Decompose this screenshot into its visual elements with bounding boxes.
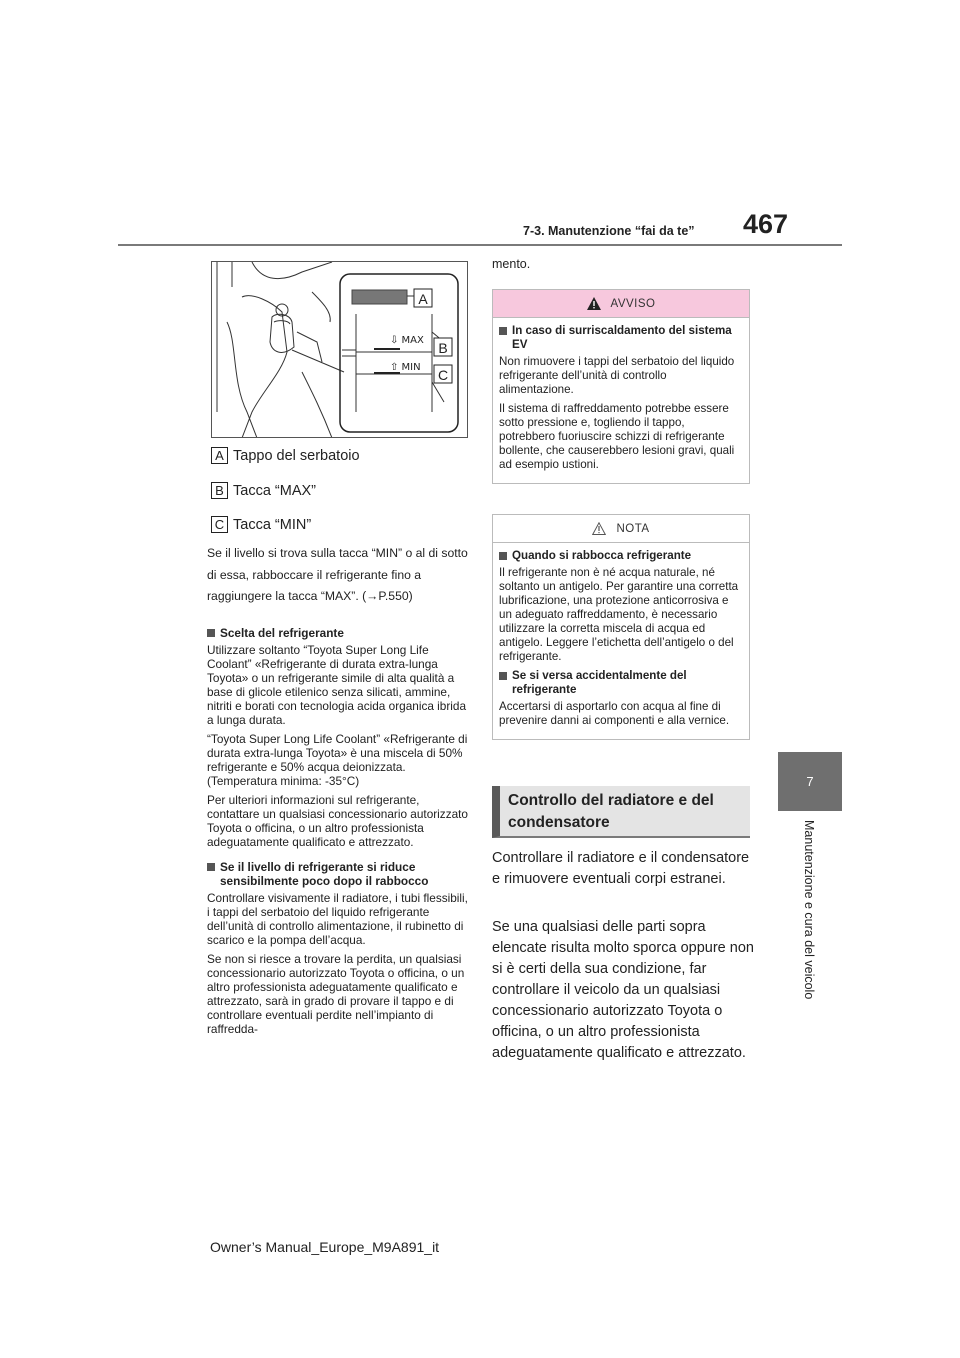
svg-text:A: A xyxy=(418,291,428,307)
bullet-square-icon xyxy=(207,629,215,637)
bullet-square-icon xyxy=(499,672,507,680)
caution-triangle-icon xyxy=(592,522,606,535)
warning-triangle-icon xyxy=(587,297,601,310)
max-mark-label: ⇩ MAX xyxy=(390,335,424,346)
continuation-text: mento. xyxy=(492,257,531,271)
heading-coolant-drop: Se il livello di refrigerante si riduce sensibilmente poco dopo il rabbocco xyxy=(207,860,469,888)
svg-text:B: B xyxy=(438,340,448,356)
intro-paragraph: Se il livello si trova sulla tacca “MIN” o al di sotto di essa, rabboccare il refrigerante fino a raggiungere la tacca “MAX”. (→P.550) xyxy=(207,546,468,603)
legend-item-c xyxy=(211,516,311,533)
legend-item-a xyxy=(211,447,360,464)
legend-item-b xyxy=(211,482,316,499)
callout-b xyxy=(434,338,452,356)
warning-header: AVVISO xyxy=(493,290,749,318)
paragraph: Controllare visivamente il radiatore, i tubi flessibili, i tappi del serbatoio del liquido refrigerante dell’unità di controllo alimentazione, il rubinetto di scarico e la pompa dell’acqua. xyxy=(207,890,468,947)
notice-body xyxy=(493,543,749,739)
paragraph: Accertarsi di asportarlo con acqua al fine di prevenire danni ai componenti e alla vernice. xyxy=(499,700,730,727)
legend-text-c: Tacca “MIN” xyxy=(233,516,312,533)
bullet-square-icon xyxy=(499,552,507,560)
coolant-reservoir-figure xyxy=(211,261,468,438)
svg-text:C: C xyxy=(437,367,449,383)
left-column xyxy=(207,543,469,1041)
engine-bay-illustration xyxy=(212,262,468,438)
paragraph: Il sistema di raffreddamento potrebbe essere sotto pressione e, togliendo il tappo, potrebbero fuoriuscire schizzi di refrigerante bollente, che causerebbero lesioni gravi, quali ad esempio ustioni. xyxy=(499,402,735,471)
label-box-c: C xyxy=(211,516,228,533)
paragraph: “Toyota Super Long Life Coolant” «Refrigerante di durata extra-lunga Toyota» è una miscela di 50% refrigerante e 50% acqua deionizzata. (Temperatura minima: -35°C) xyxy=(207,731,468,788)
header-rule xyxy=(118,244,842,246)
body-paragraph-1: Controllare il radiatore e il condensatore e rimuovere eventuali corpi estranei. xyxy=(492,850,750,887)
callout-c xyxy=(434,365,452,383)
section-header: 7-3. Manutenzione “fai da te” xyxy=(523,224,695,238)
footer-doc-id: Owner’s Manual_Europe_M9A891_it xyxy=(210,1239,440,1255)
label-box-a: A xyxy=(211,447,228,464)
heading-coolant-choice: Scelta del refrigerante xyxy=(207,626,469,640)
body-paragraph-2: Se una qualsiasi delle parti sopra elencate risulta molto sporca oppure non si è certi della sua condizione, far controllare il veicolo da un qualsiasi concessionario autorizzato Toyota o officina, o un altro professionista adeguatamente qualificato e attrezzato. xyxy=(492,919,754,1061)
label-box-b: B xyxy=(211,482,228,499)
callout-a xyxy=(414,289,432,307)
bullet-square-icon xyxy=(207,863,215,871)
chapter-tab: 7 xyxy=(778,752,842,811)
warning-heading: In caso di surriscaldamento del sistema EV xyxy=(499,324,742,352)
warning-body xyxy=(493,318,749,483)
notice-heading-spill: Se si versa accidentalmente del refrigerante xyxy=(499,669,742,697)
notice-header: NOTA xyxy=(493,515,749,543)
paragraph: Utilizzare soltanto “Toyota Super Long Life Coolant” «Refrigerante di durata extra-lunga Toyota» o un refrigerante simile di alta qualità a base di glicole etilenico senza silicati, ammine, nitriti e borati con tecnologia acida organica ibrida a lunga durata. xyxy=(207,642,467,727)
bullet-square-icon xyxy=(499,327,507,335)
paragraph: Per ulteriori informazioni sul refrigerante, contattare un qualsiasi concessionario autorizzato Toyota o officina, o un altro professionista adeguatamente qualificato e attrezzato. xyxy=(207,792,468,849)
paragraph: Se non si riesce a trovare la perdita, un qualsiasi concessionario autorizzato Toyota o officina, o un altro professionista adeguatamente qualificato e attrezzato, sarà in grado di provare il tappo e di controllare eventuali perdite nell’impianto di raffredda- xyxy=(207,951,465,1036)
warning-box xyxy=(492,289,750,484)
paragraph: Il refrigerante non è né acqua naturale, né soltanto un antigelo. Per garantire una corretta lubrificazione, una protezione anticorrosiva e un adeguato raffreddamento, è necessario utilizzare la corretta miscela di acqua ed antigelo. Leggere l’etichetta dell’antigelo o del refrigerante. xyxy=(499,566,739,663)
notice-heading-refill: Quando si rabbocca refrigerante xyxy=(499,549,742,563)
paragraph: Non rimuovere i tappi del serbatoio del liquido refrigerante dell’unità di controllo alimentazione. xyxy=(499,355,735,396)
chapter-label: Manutenzione e cura del veicolo xyxy=(802,820,816,1000)
notice-box xyxy=(492,514,750,740)
section-title: Controllo del radiatore e del condensatore xyxy=(492,786,750,838)
legend-text-a: Tappo del serbatoio xyxy=(233,447,360,464)
page-number: 467 xyxy=(743,209,789,239)
legend-text-b: Tacca “MAX” xyxy=(233,482,316,499)
min-mark-label: ⇧ MIN xyxy=(390,362,421,373)
